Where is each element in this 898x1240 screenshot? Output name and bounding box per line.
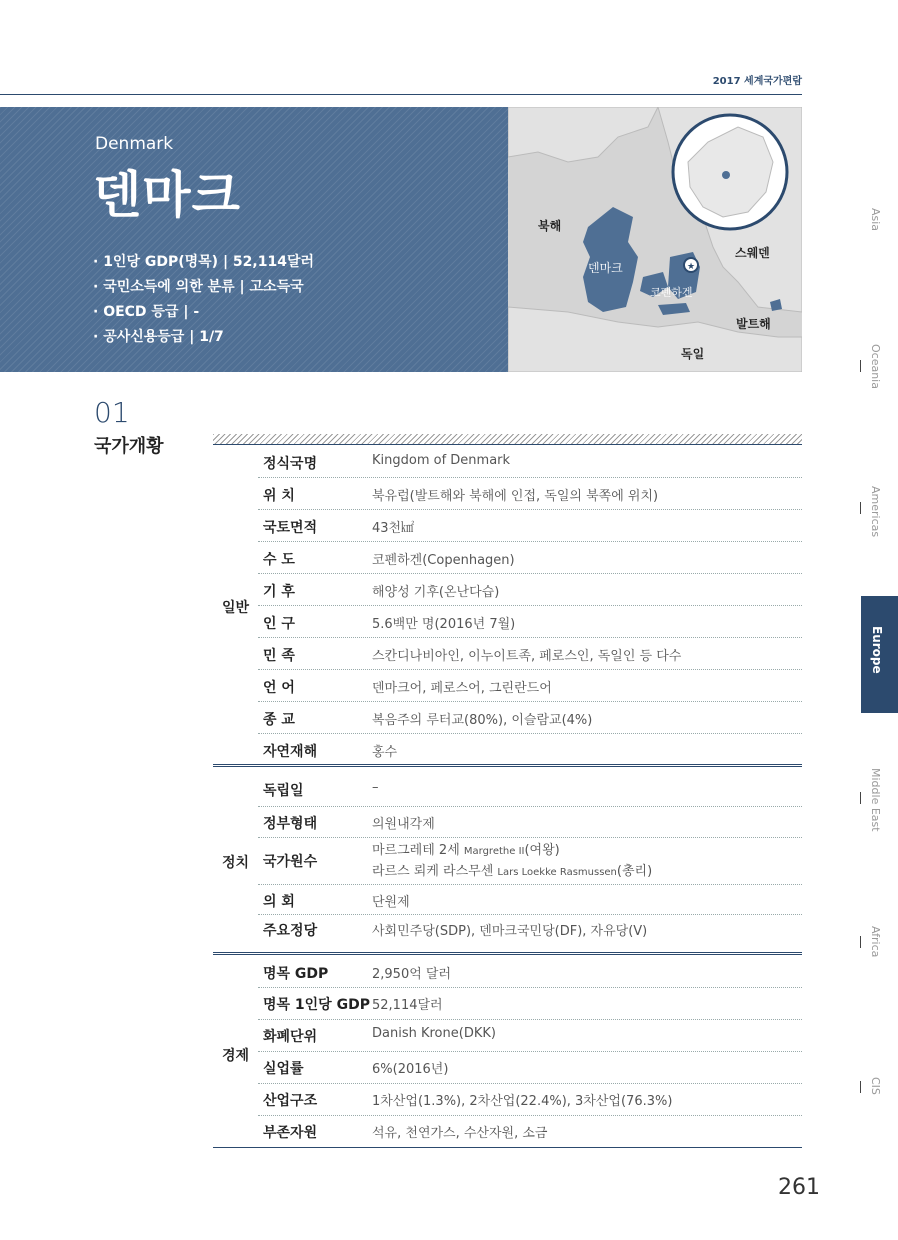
row-key: 언 어 — [263, 680, 295, 696]
row-key: 기 후 — [263, 584, 295, 600]
map-graphic — [508, 107, 802, 372]
table-row — [258, 605, 802, 638]
side-nav-label: Africa — [869, 926, 882, 958]
side-nav-label: Americas — [869, 486, 882, 538]
row-value: 코펜하겐(Copenhagen) — [372, 553, 515, 568]
row-key: 종 교 — [263, 712, 295, 728]
row-value-latin: Margrethe II — [463, 846, 525, 857]
side-nav-americas[interactable] — [860, 486, 898, 541]
row-value: 52,114달러 — [372, 998, 443, 1013]
row-value: (여왕) — [524, 843, 560, 858]
side-nav-label: Middle East — [869, 768, 882, 832]
row-value: 5.6백만 명(2016년 7월) — [372, 617, 516, 632]
row-value: Kingdom of Denmark — [372, 453, 511, 468]
row-value: 북유럽(발트해와 북해에 인접, 독일의 북쪽에 위치) — [372, 489, 659, 504]
row-value: 6%(2016년) — [372, 1062, 449, 1077]
row-key: 자연재해 — [263, 744, 318, 760]
row-key: 명목 GDP — [263, 966, 329, 982]
row-value: 스칸디나비아인, 이누이트족, 페로스인, 독일인 등 다수 — [372, 649, 682, 664]
label-denmark: 덴마크 — [588, 261, 623, 275]
row-key: 민 족 — [263, 648, 295, 664]
table-row — [258, 837, 802, 885]
side-nav-label: Asia — [869, 208, 882, 232]
book-title: 2017 세계국가편람 — [712, 76, 802, 87]
country-name-ko: 덴마크 — [93, 166, 241, 224]
page-number: 261 — [778, 1175, 820, 1200]
table-row — [258, 914, 802, 944]
table-row — [258, 1019, 802, 1052]
row-value: 1차산업(1.3%), 2차산업(22.4%), 3차산업(76.3%) — [372, 1094, 673, 1109]
row-value: 복음주의 루터교(80%), 이슬람교(4%) — [372, 713, 593, 728]
row-value: 석유, 천연가스, 수산자원, 소금 — [372, 1126, 548, 1141]
table-row — [258, 701, 802, 734]
country-name-en: Denmark — [95, 134, 174, 154]
group-general — [213, 445, 802, 765]
row-value: 단원제 — [372, 895, 410, 910]
side-nav-cis[interactable] — [860, 1077, 898, 1107]
row-value: 해양성 기후(온난다습) — [372, 585, 500, 600]
table-row — [258, 957, 802, 988]
row-value: 사회민주당(SDP), 덴마크국민당(DF), 자유당(V) — [372, 924, 648, 939]
group-divider — [213, 764, 802, 767]
side-nav-tick — [860, 502, 861, 514]
row-value: 마르그레테 2세 — [372, 843, 464, 858]
table-row — [258, 509, 802, 542]
header-rule — [0, 94, 802, 95]
key-facts — [93, 250, 314, 350]
table-row — [258, 774, 802, 807]
table-row — [258, 445, 802, 478]
label-sweden: 스웨덴 — [735, 246, 770, 260]
side-nav-europe[interactable] — [861, 596, 898, 713]
row-key: 인 구 — [263, 616, 295, 632]
table-row — [258, 477, 802, 510]
svg-text:★: ★ — [686, 262, 696, 272]
section-title: 국가개황 — [94, 436, 164, 457]
label-north-sea: 북해 — [538, 219, 562, 233]
side-nav-asia[interactable] — [860, 208, 898, 248]
fact-credit-grade: · 공사신용등급 | 1/7 — [93, 329, 224, 345]
row-key: 주요정당 — [263, 923, 318, 939]
side-nav-label: Europe — [870, 626, 884, 674]
country-map — [508, 107, 802, 372]
category-label: 정치 — [221, 855, 250, 871]
row-key: 위 치 — [263, 488, 295, 504]
row-key: 정부형태 — [263, 816, 318, 832]
table-row — [258, 669, 802, 702]
side-nav-africa[interactable] — [860, 926, 898, 971]
row-value: – — [372, 780, 379, 795]
row-value: 라르스 뢰케 라스무센 — [372, 864, 498, 879]
head-of-state-line — [372, 839, 560, 858]
row-value: 2,950억 달러 — [372, 967, 452, 982]
category-label: 경제 — [221, 1048, 250, 1064]
row-value-latin: Lars Loekke Rasmussen — [497, 867, 617, 878]
side-nav-label: CIS — [869, 1077, 882, 1095]
table-row — [258, 1051, 802, 1084]
row-value: (총리) — [616, 864, 653, 879]
side-nav-label: Oceania — [869, 344, 882, 389]
row-key: 산업구조 — [263, 1093, 318, 1109]
row-value: Danish Krone(DKK) — [372, 1026, 496, 1041]
row-key: 국가원수 — [263, 854, 318, 870]
row-key: 수 도 — [263, 552, 295, 568]
row-value: 홍수 — [372, 745, 398, 760]
row-key: 독립일 — [263, 783, 304, 799]
side-nav-oceania[interactable] — [860, 344, 898, 394]
table-header-hatch — [213, 434, 802, 445]
label-baltic-sea: 발트해 — [736, 317, 771, 331]
row-key: 정식국명 — [263, 456, 318, 472]
table-row — [258, 733, 802, 765]
table-row — [258, 884, 802, 915]
label-copenhagen: 코펜하겐 — [650, 286, 693, 299]
side-nav-tick — [860, 360, 861, 372]
side-nav-tick — [860, 936, 861, 948]
table-row — [258, 637, 802, 670]
table-row — [258, 541, 802, 574]
row-key: 의 회 — [263, 894, 295, 910]
row-key: 화폐단위 — [263, 1029, 318, 1045]
row-value: 43천㎢ — [372, 521, 415, 536]
table-bottom-rule — [213, 1147, 802, 1148]
fact-gdp-per-capita: · 1인당 GDP(명목) | 52,114달러 — [93, 254, 315, 270]
group-politics — [213, 774, 802, 944]
row-value: 덴마크어, 페로스어, 그린란드어 — [372, 681, 552, 696]
section-number: 01 — [94, 396, 130, 429]
row-key: 실업률 — [263, 1061, 304, 1077]
fact-oecd-grade: · OECD 등급 | - — [93, 304, 200, 320]
country-banner — [0, 107, 508, 372]
group-divider — [213, 952, 802, 955]
table-row — [258, 987, 802, 1020]
group-economy — [213, 957, 802, 1147]
table-row — [258, 1083, 802, 1116]
fact-income-class: · 국민소득에 의한 분류 | 고소득국 — [93, 279, 304, 295]
label-germany: 독일 — [681, 347, 705, 361]
table-row — [258, 1115, 802, 1147]
side-nav-tick — [860, 792, 861, 804]
row-value: 의원내각제 — [372, 817, 435, 832]
table-row — [258, 806, 802, 838]
row-key: 명목 1인당 GDP — [263, 997, 370, 1013]
table-row — [258, 573, 802, 606]
side-nav-tick — [860, 1081, 861, 1093]
row-key: 부존자원 — [263, 1125, 318, 1141]
head-of-government-line — [372, 860, 652, 879]
category-label: 일반 — [221, 600, 250, 616]
row-key: 국토면적 — [263, 520, 318, 536]
side-nav-middle-east[interactable] — [860, 768, 898, 838]
